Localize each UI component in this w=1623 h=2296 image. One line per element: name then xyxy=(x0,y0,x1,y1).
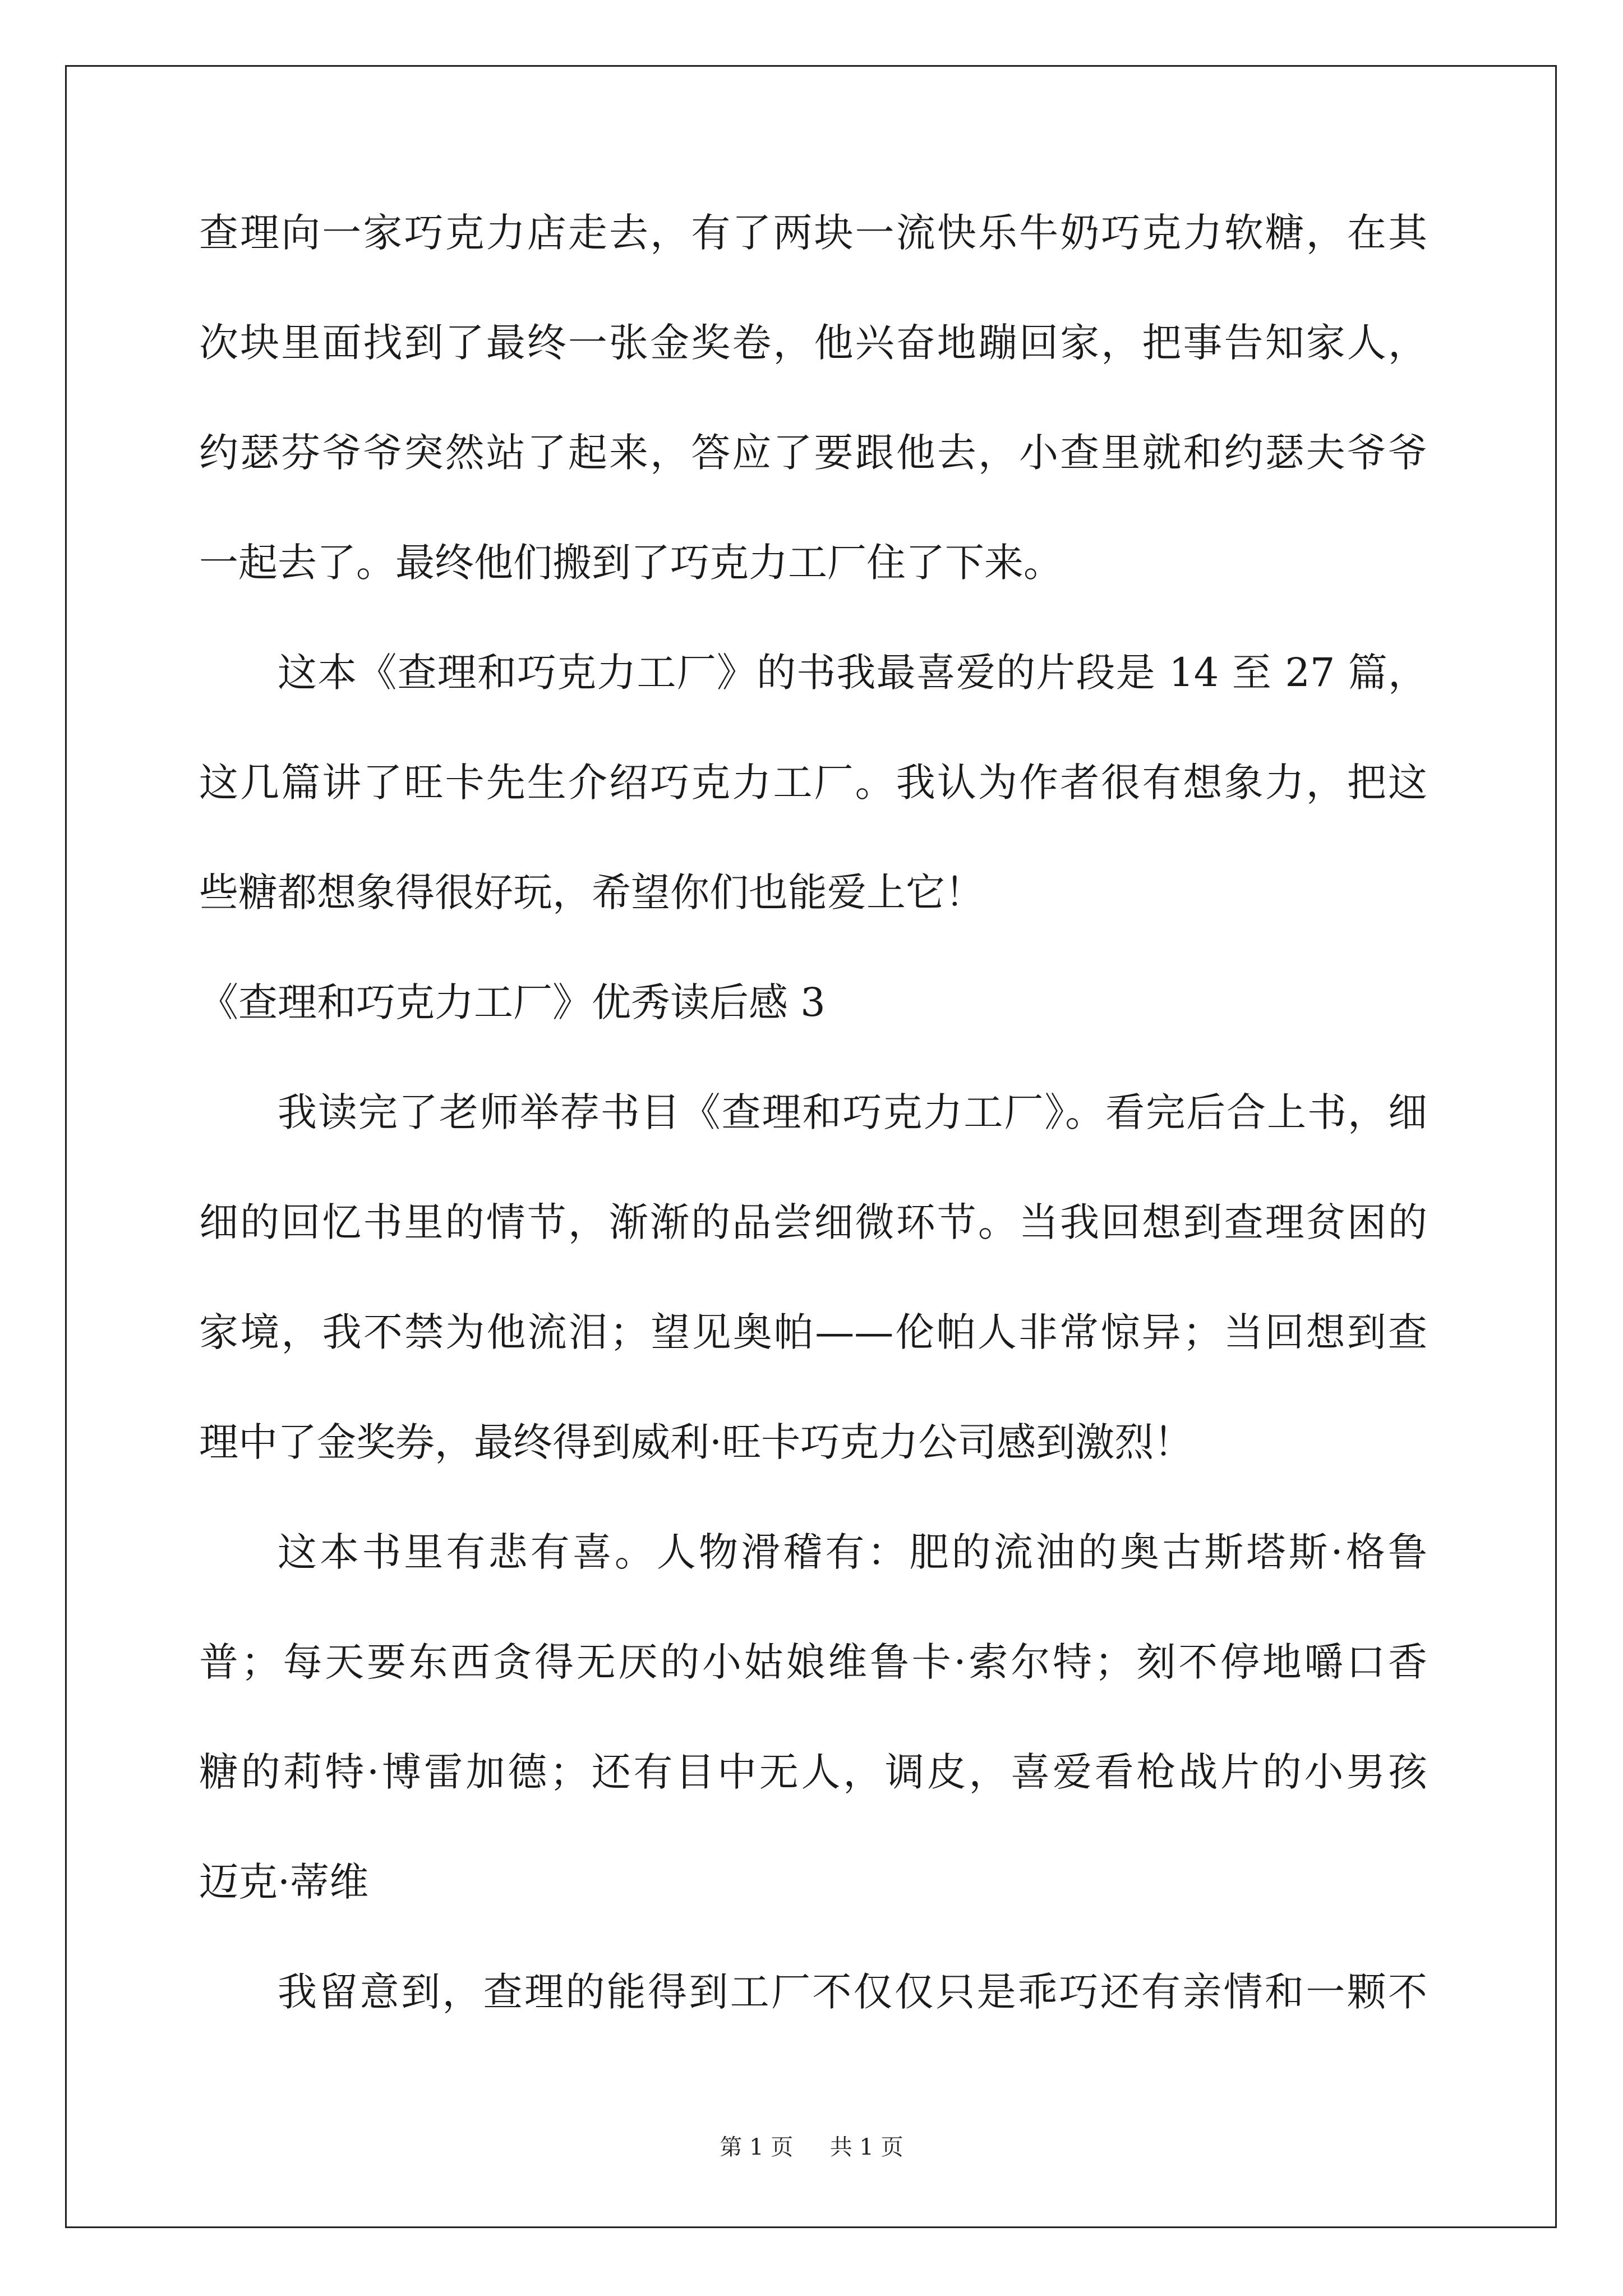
text-line: 这本书里有悲有喜。人物滑稽有：肥的流油的奥古斯塔斯·格鲁 xyxy=(278,1529,1427,1575)
text-line: 普；每天要东西贪得无厌的小姑娘维鲁卡·索尔特；刻不停地嚼口香 xyxy=(199,1639,1427,1685)
text-line: 理中了金奖券，最终得到威利·旺卡巧克力公司感到激烈！ xyxy=(199,1419,1193,1465)
text-line: 这几篇讲了旺卡先生介绍巧克力工厂。我认为作者很有想象力，把这 xyxy=(199,760,1427,806)
text-line: 次块里面找到了最终一张金奖卷，他兴奋地蹦回家，把事告知家人， xyxy=(199,320,1427,366)
text-line: 细的回忆书里的情节，渐渐的品尝细微环节。当我回想到查理贫困的 xyxy=(199,1199,1427,1245)
document-body xyxy=(199,210,1427,2015)
section-heading: 《查理和巧克力工厂》优秀读后感 3 xyxy=(199,979,826,1025)
text-line: 迈克·蒂维 xyxy=(199,1859,369,1905)
page-total: 共 1 页 xyxy=(829,2134,903,2160)
text-line: 家境，我不禁为他流泪；望见奥帕——伦帕人非常惊异；当回想到查 xyxy=(199,1309,1427,1355)
page-number: 第 1 页 xyxy=(720,2134,794,2160)
text-line: 些糖都想象得很好玩，希望你们也能爱上它！ xyxy=(199,869,984,915)
page-footer xyxy=(0,2136,1623,2159)
text-line: 我留意到，查理的能得到工厂不仅仅只是乖巧还有亲情和一颗不 xyxy=(278,1969,1427,2015)
text-line: 一起去了。最终他们搬到了巧克力工厂住了下来。 xyxy=(199,540,1063,586)
text-line: 约瑟芬爷爷突然站了起来，答应了要跟他去，小查里就和约瑟夫爷爷 xyxy=(199,430,1427,476)
text-line: 糖的莉特·博雷加德；还有目中无人，调皮，喜爱看枪战片的小男孩 xyxy=(199,1749,1427,1795)
text-line: 查理向一家巧克力店走去，有了两块一流快乐牛奶巧克力软糖，在其 xyxy=(199,210,1427,256)
text-line: 这本《查理和巧克力工厂》的书我最喜爱的片段是 14 至 27 篇， xyxy=(278,650,1427,696)
text-line: 我读完了老师举荐书目《查理和巧克力工厂》。看完后合上书，细 xyxy=(278,1089,1427,1135)
